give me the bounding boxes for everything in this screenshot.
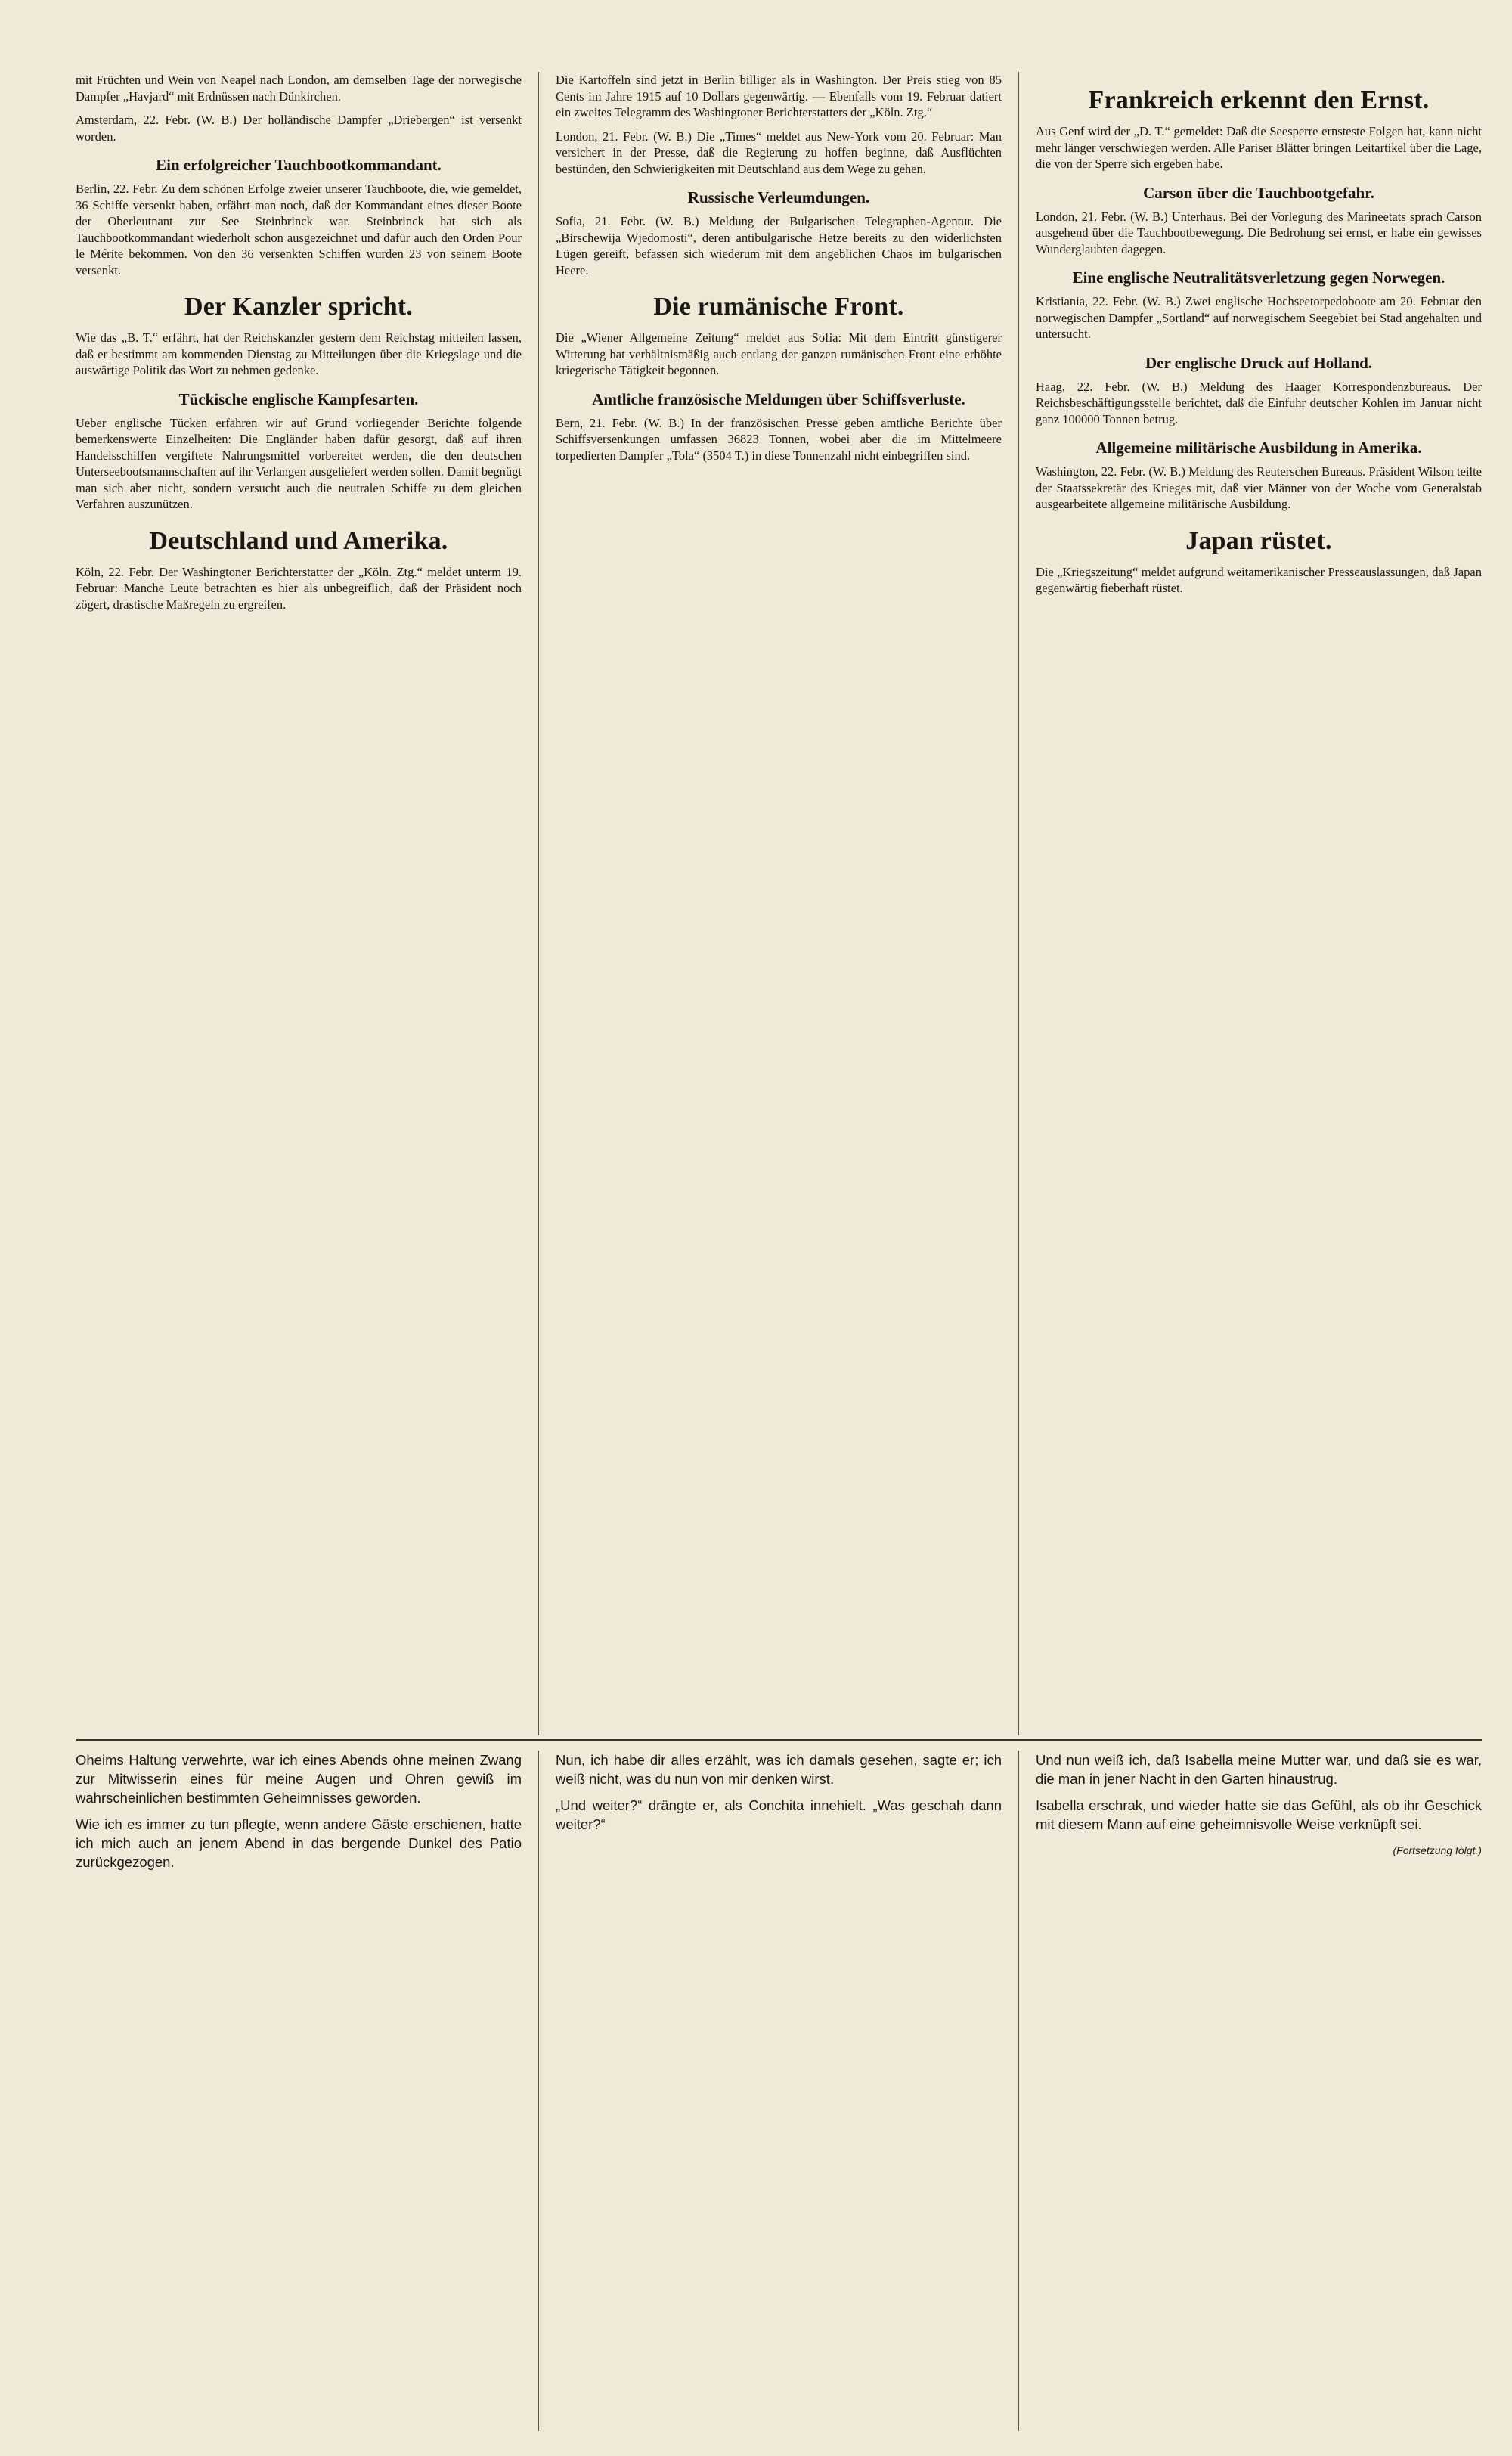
article-paragraph: Sofia, 21. Febr. (W. B.) Meldung der Bulgarischen Telegraphen-Agentur. Die „Birschewija Wjedomosti“, deren antibulgarische Hetze bereits zu den widerlichsten Lügen gereift, befassen sich wiederum mit dem angeblichen Chaos im bulgarischen Heere. [555,214,1002,278]
article-headline: Tückische englische Kampfesarten. [178,389,419,408]
article-paragraph: Aus Genf wird der „D. T.“ gemeldet: Daß die Seesperre ernsteste Folgen hat, kann nicht mehr länger verschwiegen werden. Alle Pariser Blätter bringen Leitartikel über die Lage, die von der Sperre sich ergeben habe. [1035,124,1482,171]
article-headline: Amtliche französische Meldungen über Schiffsverluste. [592,389,965,408]
news-column-3 [1036,72,1482,1735]
article-paragraph: Isabella erschrak, und wieder hatte sie das Gefühl, als ob ihr Geschick mit diesem Mann auf eine geheimnisvolle Weise verknüpft sei. [1035,1797,1482,1832]
article-paragraph: London, 21. Febr. (W. B.) Die „Times“ meldet aus New-York vom 20. Februar: Man versichert in der Presse, daß die Regierung zu hoffen beginne, daß Ausflüchten bestünden, den Schwierigkeiten mit Deutschland aus dem Wege zu gehen. [555,129,1002,176]
column-rule [538,72,539,1735]
article-paragraph: Die „Kriegszeitung“ meldet aufgrund weitamerikanischer Presseauslassungen, daß Japan gegenwärtig fieberhaft rüstet. [1035,564,1482,595]
article-paragraph: Amsterdam, 22. Febr. (W. B.) Der holländische Dampfer „Driebergen“ ist versenkt worden. [76,113,522,144]
article-paragraph: London, 21. Febr. (W. B.) Unterhaus. Bei der Vorlegung des Marineetats sprach Carson ausgehend über die Tauchbootbewegung. Die Bedrohung sei ernst, er habe ein gewisses Wunderglaubten dagegen. [1035,209,1482,256]
feuilleton-rule [538,1751,539,2431]
article-paragraph: Washington, 22. Febr. (W. B.) Meldung des Reuterschen Bureaus. Präsident Wilson teilte der Staatssekretär des Krieges mit, daß vier Männer von der Woche vom Generalstab ausgearbeitete allgemeine militärische Ausbildung. [1035,464,1482,511]
article-paragraph: mit Früchten und Wein von Neapel nach London, am demselben Tage der norwegische Dampfer „Havjard“ mit Erdnüssen nach Dünkirchen. [76,73,522,104]
feuilleton-column-1 [76,1751,522,2431]
article-paragraph: Und nun weiß ich, daß Isabella meine Mutter war, und daß sie es war, die man in jener Nacht in den Garten hinaustrug. [1035,1752,1482,1787]
article-headline: Frankreich erkennt den Ernst. [1088,86,1430,114]
article-paragraph: Die „Wiener Allgemeine Zeitung“ meldet aus Sofia: Mit dem Eintritt günstigerer Witterung hat verhältnismäßig auch entlang der ganzen rumänischen Front eine erhöhte kriegerische Tätigkeit begonnen. [555,330,1002,377]
article-headline: Eine englische Neutralitätsverletzung gegen Norwegen. [1072,268,1445,287]
column-rule [1018,72,1019,1735]
article-headline: Der englische Druck auf Holland. [1145,353,1372,372]
article-headline: Russische Verleumdungen. [687,188,870,206]
news-column-2 [556,72,1002,1735]
article-headline: Der Kanzler spricht. [184,293,414,321]
article-headline: Deutschland und Amerika. [149,526,448,555]
article-paragraph: Kristiania, 22. Febr. (W. B.) Zwei englische Hochseetorpedoboote am 20. Februar den norwegischen Dampfer „Sortland“ auf norwegischem Seegebiet bei Stad angehalten und untersucht. [1035,294,1482,341]
feuilleton-section [76,1751,1482,2431]
article-paragraph: Ueber englische Tücken erfahren wir auf Grund vorliegender Berichte folgende bemerkenswerte Einzelheiten: Die Engländer haben dafür gesorgt, daß auf ihren Handelsschiffen vergiftete Nahrungsmittel vorbereitet werden, die den deutschen Unterseebootsmannschaften auf ihr Verlangen ausgeliefert werden sollen. Damit begnügt man sich aber nicht, sondern versucht auch die neutralen Schiffe zu dem gleichen Verfahren auszunützen. [76,415,522,511]
article-paragraph: Wie das „B. T.“ erfährt, hat der Reichskanzler gestern dem Reichstag mitteilen lassen, daß er bestimmt am kommenden Dienstag zu Mitteilungen über die Kriegslage und die auswärtige Politik das Wort zu nehmen gedenke. [76,330,522,377]
feuilleton-column-3 [1036,1751,1482,2431]
article-headline: Carson über die Tauchbootgefahr. [1143,183,1374,202]
feuilleton-column-2 [556,1751,1002,2431]
article-paragraph: Die Kartoffeln sind jetzt in Berlin billiger als in Washington. Der Preis stieg von 85 Cents im Jahre 1915 auf 10 Dollars gegenwärtig. — Ebenfalls vom 19. Februar datiert ein zweites Telegramm des Washingtoner Berichterstatters der „Köln. Ztg.“ [555,73,1002,119]
article-paragraph: Nun, ich habe dir alles erzählt, was ich damals gesehen, sagte er; ich weiß nicht, was du nun von mir denken wirst. [555,1752,1002,1787]
continuation-note: (Fortsetzung folgt.) [1393,1844,1482,1856]
article-paragraph: Oheims Haltung verwehrte, war ich eines Abends ohne meinen Zwang zur Mitwisserin eines für meine Augen und Ohren gewiß im wahrscheinlichen bestimmten Geheimnisses geworden. [76,1752,522,1806]
article-headline: Ein erfolgreicher Tauchbootkommandant. [156,156,442,174]
article-paragraph: Wie ich es immer zu tun pflegte, wenn andere Gäste erschienen, hatte ich mich auch an jenem Abend in das bergende Dunkel des Patio zurückgezogen. [76,1816,522,1870]
article-paragraph: Köln, 22. Febr. Der Washingtoner Berichterstatter der „Köln. Ztg.“ meldet unterm 19. Februar: Manche Leute betrachten es hier als unbegreiflich, daß der Präsident noch zögert, drastische Maßregeln zu ergreifen. [76,564,522,612]
feuilleton-separator [76,1739,1482,1741]
article-paragraph: Bern, 21. Febr. (W. B.) In der französischen Presse geben amtliche Berichte über Schiffsversenkungen umfassen 36823 Tonnen, wobei aber die im Mittelmeere torpedierten Dampfer „Tola“ (3504 T.) in diese Tonnenzahl nicht einbegriffen sind. [555,415,1002,463]
article-paragraph: Haag, 22. Febr. (W. B.) Meldung des Haager Korrespondenzbureaus. Der Reichsbeschäftigungsstelle berichtet, daß die Einfuhr deutscher Kohlen im Januar nicht ganz 100000 Tonnen betrug. [1035,379,1482,426]
article-paragraph: „Und weiter?“ drängte er, als Conchita innehielt. „Was geschah dann weiter?“ [555,1797,1002,1832]
article-paragraph: Berlin, 22. Febr. Zu dem schönen Erfolge zweier unserer Tauchboote, die, wie gemeldet, 36 Schiffe versenkt haben, erfährt man noch, daß der Kommandant eines dieser Boote der Oberleutnant zur See Steinbrinck war. Steinbrinck hat sich als Tauchbootkommandant wiederholt schon ausgezeichnet und dafür auch den Orden Pour le Mérite bekommen. Von den 36 versenkten Schiffen wurden 23 von seinem Boote versenkt. [76,181,522,278]
news-columns [76,72,1482,1735]
article-headline: Allgemeine militärische Ausbildung in Amerika. [1095,439,1422,457]
article-headline: Die rumänische Front. [653,293,904,321]
article-headline: Japan rüstet. [1185,526,1332,555]
news-column-1 [76,72,522,1735]
feuilleton-rule [1018,1751,1019,2431]
